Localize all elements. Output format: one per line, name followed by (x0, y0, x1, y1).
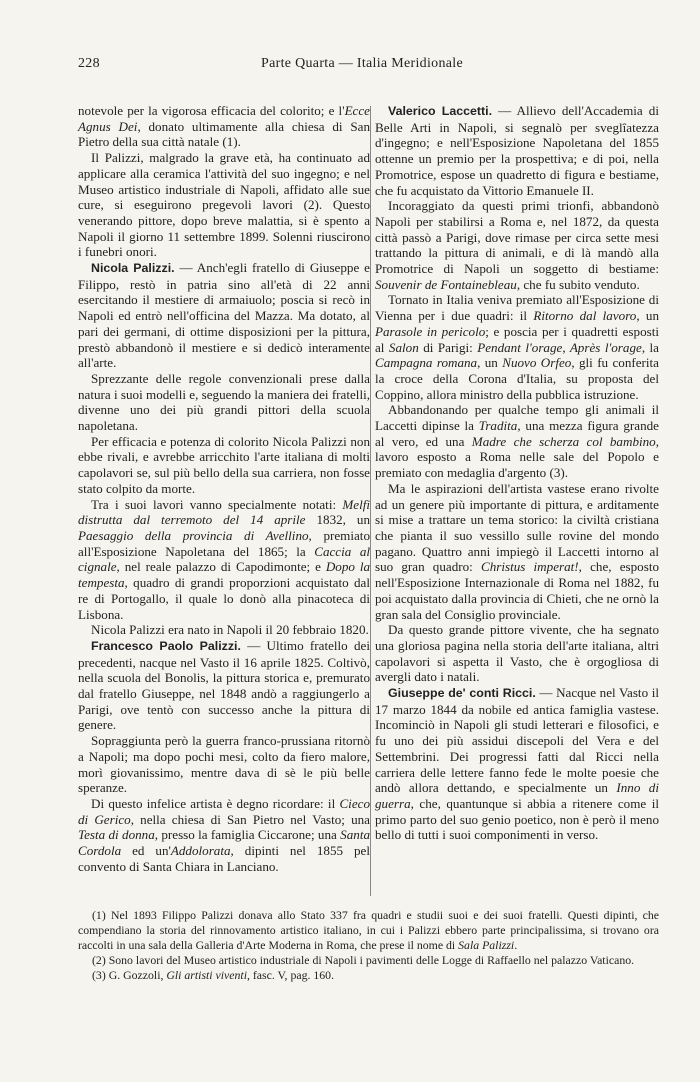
text-run: Di questo infelice artista è degno ricordare: il (91, 795, 340, 811)
italic-title: Ecce Agnus Dei (78, 103, 370, 134)
text-run: Da questo grande pittore vivente, che ha segnato una gloriosa pagina nella storia dell'arte italiana, altri capolavori si aspetta il Vasto, che è orgogliosa di avergli dato i natali. (375, 622, 659, 685)
right-text-column (375, 103, 659, 843)
text-run: Sopraggiunta però la guerra franco-prussiana ritornò a Napoli; ma dopo pochi mesi, colto da fiero malore, morì giovanissimo, mentre dava di sè le più belle speranze. (78, 733, 370, 796)
text-run: (3) G. Gozzoli, (92, 968, 167, 982)
paragraph (78, 434, 370, 497)
text-run: — Nacque nel Vasto il 17 marzo 1844 da nobile ed antica famiglia vastese. Incominciò in Napoli gli studi letterari e filosofici, e fu uno dei più assidui discepoli del Vera e del Settembrini. Dei progressi fatti dal Ricci nella carriera delle lettere fanno fede le molte poesie che andò allora dettando, e specialmente un (375, 685, 659, 796)
italic-title: Melfi distrutta dal terremoto del 14 aprile (78, 496, 370, 528)
italic-title: Inno di guerra (375, 780, 659, 811)
paragraph (78, 733, 370, 796)
artist-name-heading: Francesco Paolo Palizzi. (91, 638, 241, 653)
paragraph (78, 497, 370, 623)
left-text-column (78, 103, 370, 874)
text-run: , presso la famiglia Ciccarone; una (154, 827, 341, 843)
page-number: 228 (78, 56, 100, 71)
running-title: Parte Quarta — Italia Meridionale (261, 56, 463, 71)
italic-title: Campagna romana (375, 355, 478, 371)
text-run: , un (636, 308, 660, 324)
text-run: Sprezzante delle regole convenzionali prese dalla natura i suoi modelli e, seguendo la maniera dei fratelli, divenne uno dei più grandi pittori della scuola napoletana. (78, 370, 370, 434)
column-divider (370, 106, 371, 896)
paragraph (78, 622, 370, 638)
footnote (78, 908, 659, 953)
text-run: , gli fu conferita la croce della Corona d'Italia, su proposta del Coppino, allora ministro della pubblica istruzione. (375, 355, 659, 402)
paragraph (78, 796, 370, 875)
text-run: Il Palizzi, malgrado la grave età, ha continuato ad applicare alla ceramica l'attività del suo ingegno; e nel Museo artistico industriale di Napoli, affidato alle sue cure, si eseguirono pregevoli lavori (2). Questo venerando pittore, dopo breve malattia, si è spento a Napoli il giorno 11 settembre 1899. Solenni riuscirono i funebri onori. (78, 150, 370, 260)
paragraph (78, 638, 370, 733)
text-run: notevole per la vigorosa efficacia del colorito; e l' (78, 103, 345, 118)
italic-title: Parasole in pericolo (375, 323, 486, 339)
italic-title: Madre che scherza col bambino (471, 433, 656, 449)
italic-title: Souvenir de Fontainebleau (375, 276, 517, 292)
paragraph (78, 150, 370, 260)
artist-name-heading: Giuseppe de' conti Ricci. (388, 686, 536, 701)
paragraph (375, 292, 659, 402)
paragraph (375, 103, 659, 198)
paragraph (78, 103, 370, 150)
italic-title: Addolorata (170, 843, 231, 859)
italic-title: Testa di donna (78, 827, 155, 843)
paragraph (375, 622, 659, 685)
text-run: — Ultimo fratello dei precedenti, nacque nel Vasto il 16 aprile 1825. Coltivò, nella scuola del Bonolis, la pittura storica e, premurato dal fratello Giuseppe, nel 1848 andò a raggiungerlo a Parigi, ove tentò con successo anche la pittura di genere. (78, 637, 371, 733)
text-run: , donato ultimamente alla chiesa di San Pietro della sua città natale (1). (78, 118, 370, 150)
text-run: Tornato in Italia veniva premiato all'Esposizione di Vienna per i due quadri: il (375, 292, 659, 324)
italic-title: Christus imperat! (480, 559, 579, 575)
text-run: Nicola Palizzi era nato in Napoli il 20 febbraio 1820. (91, 622, 369, 638)
italic-title: Santa Cordola (78, 827, 370, 859)
paragraph (78, 371, 370, 434)
text-run: , che, quantunque si abbia a ritenere come il primo parto del suo genio poetico, non è però il meno bello di tutti i suoi componimenti in verso. (375, 795, 659, 843)
text-run: , fasc. V, pag. 160. (246, 968, 335, 982)
italic-title: Pendant l'orage, Après l'orage (477, 339, 642, 355)
text-run: ; e poscia per i quadretti esposti al (375, 323, 659, 355)
italic-title: Gli artisti viventi (166, 968, 247, 982)
paragraph (375, 481, 659, 622)
text-run: , nella chiesa di San Pietro nel Vasto; una (130, 811, 370, 827)
text-run: , che, esposto nell'Esposizione Internazionale di Roma nel 1882, fu poi acquistato dalla provincia di Chieti, che ne ornò la gran sala del Consiglio provinciale. (375, 559, 660, 622)
text-run: — Anch'egli fratello di Giuseppe e Filippo, restò in patria sino all'età di 22 anni esercitando il mestiere di armaiuolo; poscia si recò in Napoli ed entrò nell'officina del Mazza. Ma dotato, al pari dei germani, di ottime disposizioni per la pittura, prestò abbandonò il mestiere e si dedicò interamente all'arte. (78, 260, 370, 371)
artist-name-heading: Valerico Laccetti. (388, 104, 493, 118)
footnote (78, 953, 659, 968)
italic-title: Cieco di Gerico (78, 795, 370, 827)
text-run: 1832, un (305, 512, 370, 528)
italic-title: Nuovo Orfeo (502, 355, 572, 371)
text-run: , premiato all'Esposizione Napoletana del 1865; la (78, 527, 370, 559)
text-run: , la (641, 339, 659, 355)
text-run: Abbandonando per qualche tempo gli animali il Laccetti dipinse la (375, 402, 659, 434)
text-run: (1) Nel 1893 Filippo Palizzi donava allo Stato 337 fra quadri e studii suoi e dei suoi fratelli. Questi dipinti, che compendiano la storia del rinnovamento artistico italiano, in cui i Palizzi ebbero parte principalissima, si trovano ora raccolti in una sala della Galleria d'Arte Moderna in Roma, che prese il nome di (78, 908, 659, 952)
text-run: . (514, 938, 518, 952)
text-run: ed un' (121, 843, 171, 859)
italic-title: Ritorno dal lavoro (533, 308, 637, 324)
italic-title: Paesaggio della provincia di Avellino (78, 527, 309, 543)
footnote (78, 968, 659, 983)
text-run: , quadro di grandi proporzioni acquistato dal re di Portogallo, il quale lo donò alla pinacoteca di Lisbona. (78, 575, 370, 622)
paragraph (375, 198, 659, 292)
italic-title: Dopo la tempesta (78, 559, 371, 591)
footnotes (78, 908, 659, 983)
text-run: di Parigi: (418, 339, 478, 355)
text-run: (2) Sono lavori del Museo artistico industriale di Napoli i pavimenti delle Logge di Raffaello nel palazzo Vaticano. (92, 953, 635, 967)
italic-title: Sala Palizzi (458, 938, 515, 952)
text-run: , lavoro esposto a Roma nelle sale del Popolo e premiato con medaglia d'argento (3). (375, 433, 659, 481)
italic-title: Tradita (478, 418, 518, 434)
italic-title: Caccia al cignale (78, 543, 371, 575)
paragraph (375, 685, 659, 843)
artist-name-heading: Nicola Palizzi. (91, 261, 175, 276)
text-run: , che fu subito venduto. (516, 276, 640, 292)
text-run: , dipinti nel 1855 pel convento di Santa Chiara in Lanciano. (78, 843, 370, 874)
text-run: , una mezza figura grande al vero, ed una (375, 418, 659, 449)
text-run: , nel reale palazzo di Capodimonte; e (116, 559, 326, 575)
text-run: Incoraggiato da questi primi trionfi, abbandonò Napoli per stabilirsi a Roma e, nel 1872, da questa città passò a Parigi, dove rimase per circa sette mesi trattando la pittura di animali, e di là mandò alla Promotrice di Napoli un soggetto di bestiame: (375, 198, 659, 277)
italic-title: Salon (388, 339, 419, 355)
text-run: , un (477, 355, 503, 371)
text-run: — Allievo dell'Accademia di Belle Arti in Napoli, si segnalò per sveglîatezza d'ingegno; e nell'Esposizione Napoletana del 1855 ottenne un premio per la prospettiva; e di poi, nella Promotrice, espose un quadretto di figura e bestiame, che fu acquistato da Vittorio Emanuele II. (375, 103, 659, 198)
paragraph (78, 260, 370, 371)
text-run: Tra i suoi lavori vanno specialmente notati: (91, 496, 343, 512)
text-run: Per efficacia e potenza di colorito Nicola Palizzi non ebbe rivali, e avrebbe arricchito l'arte italiana di molti capolavori se, sul più bello della sua carriera, non fosse stato colpito da morte. (78, 433, 370, 496)
text-run: Ma le aspirazioni dell'artista vastese erano rivolte ad un genere più importante di pittura, e arditamente si mise a trattare un tema storico: la civiltà cristiana che pianta il suo vessillo sulle rovine del mondo pagano. Quattro anni impiegò il Laccetti intorno al suo gran quadro: (375, 480, 659, 575)
paragraph (375, 402, 659, 481)
